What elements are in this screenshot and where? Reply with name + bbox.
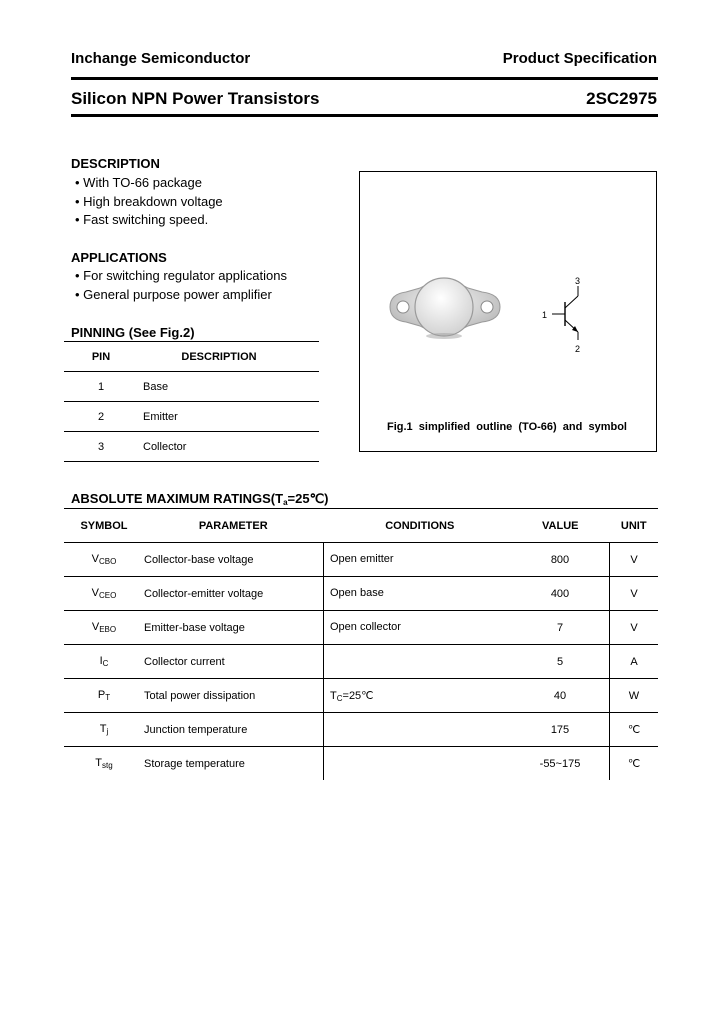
applications-item: • General purpose power amplifier — [75, 287, 272, 302]
rating-value: 800 — [511, 543, 610, 577]
rating-symbol: $V_{CEO}$ — [64, 577, 144, 611]
rating-symbol: $P_T$ — [64, 679, 144, 713]
rating-symbol: $V_{EBO}$ — [64, 611, 144, 645]
col-description: DESCRIPTION — [181, 350, 257, 363]
pinning-header-row — [64, 342, 319, 372]
col-symbol: SYMBOL — [64, 509, 144, 543]
pin-description: Collector — [143, 440, 187, 453]
company-name: Inchange Semiconductor — [71, 50, 251, 67]
header-rule — [71, 77, 658, 80]
col-value: VALUE — [511, 509, 610, 543]
rating-unit: W — [610, 679, 659, 713]
rating-value: 5 — [511, 645, 610, 679]
col-pin: PIN — [91, 350, 111, 363]
rating-parameter: Collector current — [144, 645, 324, 679]
rating-symbol: $I_C$ — [64, 645, 144, 679]
description-heading: DESCRIPTION — [71, 156, 160, 171]
rating-unit: ℃ — [610, 747, 659, 781]
ratings-row — [64, 747, 658, 781]
rating-value: 40 — [511, 679, 610, 713]
pin-label-collector: 3 — [575, 276, 581, 286]
ratings-row — [64, 713, 658, 747]
rating-unit: ℃ — [610, 713, 659, 747]
pin-description: Emitter — [143, 410, 178, 423]
rating-unit: V — [610, 543, 659, 577]
rating-condition — [324, 713, 512, 747]
pinning-row — [64, 372, 319, 402]
pinning-heading: PINNING (See Fig.2) — [71, 325, 195, 340]
rating-condition: Open collector — [324, 611, 512, 645]
description-item: • With TO-66 package — [75, 175, 202, 190]
rating-parameter: Emitter-base voltage — [144, 611, 324, 645]
ratings-row — [64, 611, 658, 645]
rating-parameter: Storage temperature — [144, 757, 245, 770]
rating-parameter: Collector-base voltage — [144, 543, 324, 577]
col-unit: UNIT — [610, 509, 659, 543]
description-item: • High breakdown voltage — [75, 194, 223, 209]
rating-condition: Open emitter — [324, 543, 512, 577]
rating-parameter: Collector-emitter voltage — [144, 577, 324, 611]
rating-condition — [324, 645, 512, 679]
pin-number: 2 — [97, 410, 105, 423]
to66-package-image — [380, 264, 510, 354]
rating-condition: Open base — [324, 577, 512, 611]
product-line: Silicon NPN Power Transistors — [71, 89, 320, 108]
col-conditions: CONDITIONS — [324, 509, 512, 543]
ratings-row — [64, 645, 658, 679]
title-rule — [71, 114, 658, 117]
rating-unit: A — [610, 645, 659, 679]
pin-label-base: 1 — [542, 310, 548, 320]
ratings-row — [64, 543, 658, 577]
rating-parameter: Total power dissipation — [144, 679, 324, 713]
rating-value: 400 — [511, 577, 610, 611]
rating-unit: V — [610, 611, 659, 645]
rating-value: -55~175 — [539, 757, 581, 770]
applications-item: • For switching regulator applications — [75, 268, 287, 283]
rating-symbol: $T_{stg}$ — [95, 757, 113, 770]
col-parameter: PARAMETER — [144, 509, 324, 543]
applications-heading: APPLICATIONS — [71, 250, 167, 265]
rating-symbol: $T_j$ — [64, 713, 144, 747]
rating-parameter: Junction temperature — [144, 713, 324, 747]
pin-description: Base — [143, 380, 169, 393]
figure-box — [359, 171, 657, 452]
part-number: 2SC2975 — [586, 89, 657, 108]
pinning-row — [64, 402, 319, 432]
pin-number: 3 — [97, 440, 105, 453]
pin-label-emitter: 2 — [575, 344, 581, 354]
rating-value: 7 — [511, 611, 610, 645]
pin-number: 1 — [97, 380, 105, 393]
rating-value: 175 — [511, 713, 610, 747]
figure-caption: Fig.1 simplified outline (TO-66) and symbol — [387, 421, 627, 433]
pinning-row — [64, 432, 319, 462]
rating-unit: V — [610, 577, 659, 611]
ratings-row — [64, 679, 658, 713]
ratings-row — [64, 577, 658, 611]
rating-condition: $T_C=25℃$ — [324, 679, 512, 713]
ratings-table — [64, 508, 658, 780]
rating-condition — [324, 747, 512, 781]
npn-transistor-symbol — [538, 276, 588, 354]
description-item: • Fast switching speed. — [75, 212, 209, 227]
ratings-header-row — [64, 509, 658, 543]
doc-type: Product Specification — [502, 50, 657, 67]
rating-symbol: $V_{CBO}$ — [64, 543, 144, 577]
pinning-table — [64, 341, 319, 462]
ratings-heading: ABSOLUTE MAXIMUM $RATINGS(T_a=25℃)$ — [71, 491, 329, 507]
